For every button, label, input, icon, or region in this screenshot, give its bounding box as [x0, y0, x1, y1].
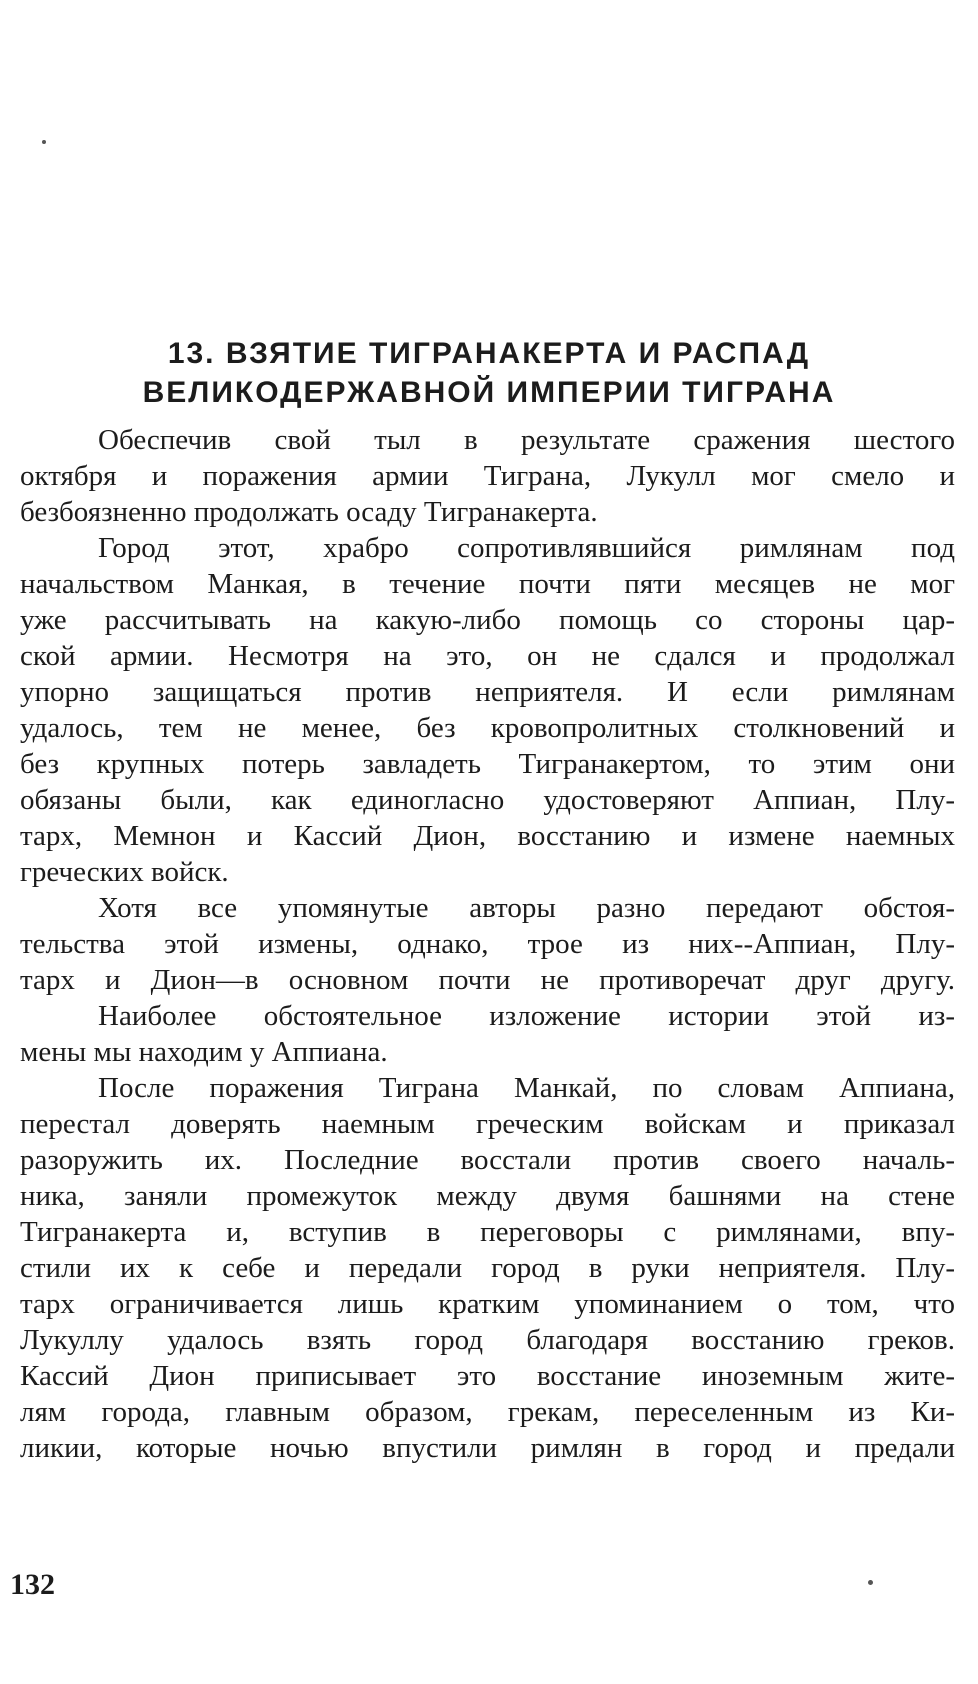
- text-line: Город этот, храбро сопротивлявшийся римлянам под: [98, 532, 955, 564]
- text-line: ской армии. Несмотря на это, он не сдался и продолжал: [20, 640, 955, 672]
- text-line: упорно защищаться против неприятеля. И если римлянам: [20, 676, 955, 708]
- text-line: перестал доверять наемным греческим войскам и приказал: [20, 1108, 955, 1140]
- text-line: обязаны были, как единогласно удостоверяют Аппиан, Плу-: [20, 784, 955, 816]
- text-line: Наиболее обстоятельное изложение истории этой из-: [98, 1000, 955, 1032]
- scan-speck: [42, 140, 46, 144]
- text-line: ликии, которые ночью впустили римлян в город и предали: [20, 1432, 955, 1464]
- text-line: уже рассчитывать на какую-либо помощь со стороны цар-: [20, 604, 955, 636]
- text-line: Кассий Дион приписывает это восстание иноземным жите-: [20, 1360, 955, 1392]
- scan-speck: [868, 1580, 873, 1585]
- text-line: тарх и Дион—в основном почти не противоречат друг другу.: [20, 964, 955, 996]
- text-line: ника, заняли промежуток между двумя башнями на стене: [20, 1180, 955, 1212]
- text-line: октября и поражения армии Тиграна, Лукулл мог смело и: [20, 460, 955, 492]
- text-line: мены мы находим у Аппиана.: [20, 1036, 388, 1068]
- text-line: Лукуллу удалось взять город благодаря восстанию греков.: [20, 1324, 955, 1356]
- text-line: Тигранакерта и, вступив в переговоры с римлянами, впу-: [20, 1216, 955, 1248]
- text-line: греческих войск.: [20, 856, 229, 888]
- text-line: без крупных потерь завладеть Тигранакертом, то этим они: [20, 748, 955, 780]
- text-line: лям города, главным образом, грекам, переселенным из Ки-: [20, 1396, 955, 1428]
- text-line: Хотя все упомянутые авторы разно передают обстоя-: [98, 892, 955, 924]
- chapter-title-line-2: ВЕЛИКОДЕРЖАВНОЙ ИМПЕРИИ ТИГРАНА: [142, 376, 836, 409]
- chapter-title-line-1: 13. ВЗЯТИЕ ТИГРАНАКЕРТА И РАСПАД: [167, 337, 811, 370]
- page-number: 132: [10, 1568, 55, 1601]
- text-line: удалось, тем не менее, без кровопролитных столкновений и: [20, 712, 955, 744]
- text-line: тарх ограничивается лишь кратким упоминанием о том, что: [20, 1288, 955, 1320]
- text-line: После поражения Тиграна Манкай, по словам Аппиана,: [98, 1072, 955, 1104]
- text-line: тарх, Мемнон и Кассий Дион, восстанию и измене наемных: [20, 820, 955, 852]
- text-line: разоружить их. Последние восстали против своего началь-: [20, 1144, 955, 1176]
- text-line: безбоязненно продолжать осаду Тигранакерта.: [20, 496, 598, 528]
- text-line: начальством Манкая, в течение почти пяти месяцев не мог: [20, 568, 955, 600]
- text-line: Обеспечив свой тыл в результате сражения шестого: [98, 424, 955, 456]
- text-line: стили их к себе и передали город в руки неприятеля. Плу-: [20, 1252, 955, 1284]
- text-line: тельства этой измены, однако, трое из них--Аппиан, Плу-: [20, 928, 955, 960]
